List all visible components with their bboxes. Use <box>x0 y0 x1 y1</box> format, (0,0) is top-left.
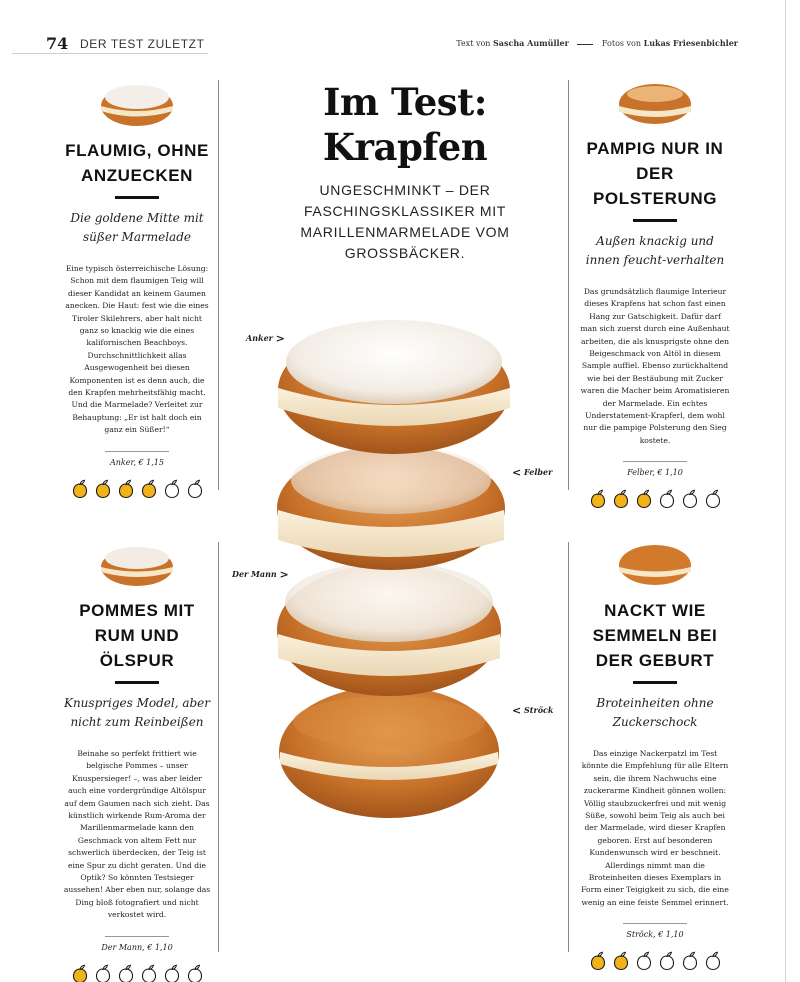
arrow-left-icon: < <box>512 704 522 717</box>
apricot-icon <box>659 489 675 509</box>
review-price: Ströck, € 1,10 <box>626 930 684 940</box>
credit-photo-prefix: Fotos von <box>601 39 642 48</box>
apricot-icon <box>705 489 721 509</box>
label-stroeck-text: Ströck <box>524 705 554 715</box>
apricot-icon <box>118 964 134 982</box>
review-price: Der Mann, € 1,10 <box>101 942 173 952</box>
krapfen-stroeck <box>279 686 499 818</box>
arrow-right-icon: > <box>275 332 285 345</box>
review-felber <box>580 80 730 509</box>
credit-photo-name: Lukas Friesenbichler <box>643 38 738 48</box>
review-title: POMMES MIT RUM UND ÖLSPUR <box>79 601 195 670</box>
arrow-right-icon: > <box>279 568 289 581</box>
credit-text-prefix: Text von <box>456 39 491 48</box>
rating <box>580 951 730 971</box>
label-der-mann-text: Der Mann <box>232 569 277 579</box>
review-subtitle: Außen knackig und innen feucht-verhalten <box>585 234 725 267</box>
page-title: Im Test: Krapfen <box>322 80 488 169</box>
label-felber-text: Felber <box>524 467 553 477</box>
rating <box>62 479 212 499</box>
review-body: Das einzige Nackerpatzl im Test könnte die Empfehlung für alle Eltern sein, die ihrem Nachwuchs eine zuckerarme Kindheit gönnen wollen: Völlig staubzuckerfrei und mit wenig Süße, sowohl beim Teig als auch bei der Marmelade, wird dieser Krapfen geboren. Erst auf besonderen Kundenwunsch wird er beschneit. Allerdings nimmt man die Broteinheiten dieses Exemplars in Form einer Teigigkeit zu sich, die eine wenig an eine feiste Semmel erinnert. <box>581 749 729 907</box>
krapfen-thumbnail <box>99 542 175 588</box>
review-title: NACKT WIE SEMMELN BEI DER GEBURT <box>592 601 718 670</box>
column-rule-right-top <box>568 80 569 490</box>
title-divider <box>115 196 159 199</box>
rating <box>62 964 212 982</box>
title-divider <box>115 681 159 684</box>
credits <box>456 38 738 48</box>
apricot-icon <box>682 951 698 971</box>
label-anker-text: Anker <box>246 333 273 343</box>
apricot-icon <box>95 479 111 499</box>
apricot-icon <box>613 489 629 509</box>
apricot-icon <box>187 964 203 982</box>
krapfen-stack-image <box>268 312 514 832</box>
review-subtitle: Broteinheiten ohne Zuckerschock <box>596 696 714 729</box>
page-deck: UNGESCHMINKT – DER FASCHINGSKLASSIKER MIT MARILLENMARMELADE VOM GROSSBÄCKER. <box>300 182 510 261</box>
apricot-icon <box>187 479 203 499</box>
header-rule <box>12 53 208 54</box>
apricot-icon <box>636 951 652 971</box>
column-rule-right-bottom <box>568 542 569 952</box>
price-divider <box>623 461 687 462</box>
review-subtitle: Knuspriges Model, aber nicht zum Reinbeißen <box>63 696 211 729</box>
apricot-icon <box>590 489 606 509</box>
apricot-icon <box>164 964 180 982</box>
review-der-mann <box>62 542 212 982</box>
apricot-icon <box>659 951 675 971</box>
apricot-icon <box>705 951 721 971</box>
label-der-mann <box>232 568 289 581</box>
review-price: Anker, € 1,15 <box>110 457 164 467</box>
review-price: Felber, € 1,10 <box>627 468 683 478</box>
price-divider <box>105 936 169 937</box>
review-subtitle: Die goldene Mitte mit süßer Marmelade <box>70 211 204 244</box>
review-body: Eine typisch österreichische Lösung: Schon mit dem flaumigen Teig will dieser Kandidat an keinem Gaumen anecken. Die Haut: fest wie die eines Tiroler Skilehrers, aber halt nicht ganz so knackig wie die eines kalifornischen Beachboys. Durchschnittlichkeit allas Ausgewogenheit bei diesen Komponenten ist es denn auch, die den Krapfen mehrheitsfähig macht. Und die Marmelade? Verleitet zur Behauptung: „Er ist halt doch ein ganz ein Süßer!“ <box>65 264 209 435</box>
krapfen-thumbnail <box>99 80 175 128</box>
apricot-icon <box>613 951 629 971</box>
review-body: Beinahe so perfekt frittiert wie belgische Pommes – unser Knuspersieger! –, was aber leider auch eine vordergründige Altölspur auf dem Gaumen nach sich zieht. Das künstlich wirkende Rum-Aroma der Marillenmarmelade kann den Geschmack von altem Fett nur schwerlich überdecken, der Teig ist eine Spur zu dicht geraten. Und die Optik? So könnten Testsieger aussehen! Aber eben nur, solange das Ding bloß fotografiert und nicht verkostet wird. <box>63 749 211 920</box>
label-felber <box>512 466 552 479</box>
review-title: PAMPIG NUR IN DER POLSTERUNG <box>586 139 724 208</box>
review-body: Das grundsätzlich flaumige Interieur dieses Krapfens hat schon fast einen Hang zur Gatschigkeit. Dafür darf man sich zuerst durch eine Außenhaut arbeiten, die als knusprigste ohne den Beigeschmack von Altöl in diesem Sample auffiel. Ebenso zurückhaltend wie bei der Bestäubung mit Zucker waren die Macher beim Aromatisieren der Marmelade. Ein echtes Understatement-Krapferl, dem wohl nur die pampige Polsterung den Sieg kostete. <box>580 287 730 445</box>
apricot-icon <box>141 964 157 982</box>
label-stroeck <box>512 704 553 717</box>
apricot-icon <box>95 964 111 982</box>
krapfen-der-mann <box>277 562 501 696</box>
label-anker <box>246 332 285 345</box>
apricot-icon <box>590 951 606 971</box>
page-number: 74 <box>46 34 69 53</box>
credit-text-name: Sascha Aumüller <box>493 38 569 48</box>
apricot-icon <box>636 489 652 509</box>
price-divider <box>623 923 687 924</box>
arrow-left-icon: < <box>512 466 522 479</box>
krapfen-thumbnail <box>617 80 693 126</box>
apricot-icon <box>141 479 157 499</box>
credit-separator <box>577 44 593 45</box>
rating <box>580 489 730 509</box>
apricot-icon <box>118 479 134 499</box>
review-stroeck <box>580 542 730 971</box>
column-rule-left-top <box>218 80 219 490</box>
title-divider <box>633 219 677 222</box>
page-edge <box>785 0 786 982</box>
title-divider <box>633 681 677 684</box>
krapfen-thumbnail <box>617 542 693 588</box>
krapfen-felber <box>277 446 505 570</box>
section-label: DER TEST ZULETZT <box>80 37 205 51</box>
review-anker <box>62 80 212 499</box>
apricot-icon <box>72 479 88 499</box>
apricot-icon <box>164 479 180 499</box>
column-rule-left-bottom <box>218 542 219 952</box>
review-title: FLAUMIG, OHNE ANZUECKEN <box>65 141 209 185</box>
apricot-icon <box>682 489 698 509</box>
krapfen-anker <box>275 320 510 454</box>
price-divider <box>105 451 169 452</box>
apricot-icon <box>72 964 88 982</box>
